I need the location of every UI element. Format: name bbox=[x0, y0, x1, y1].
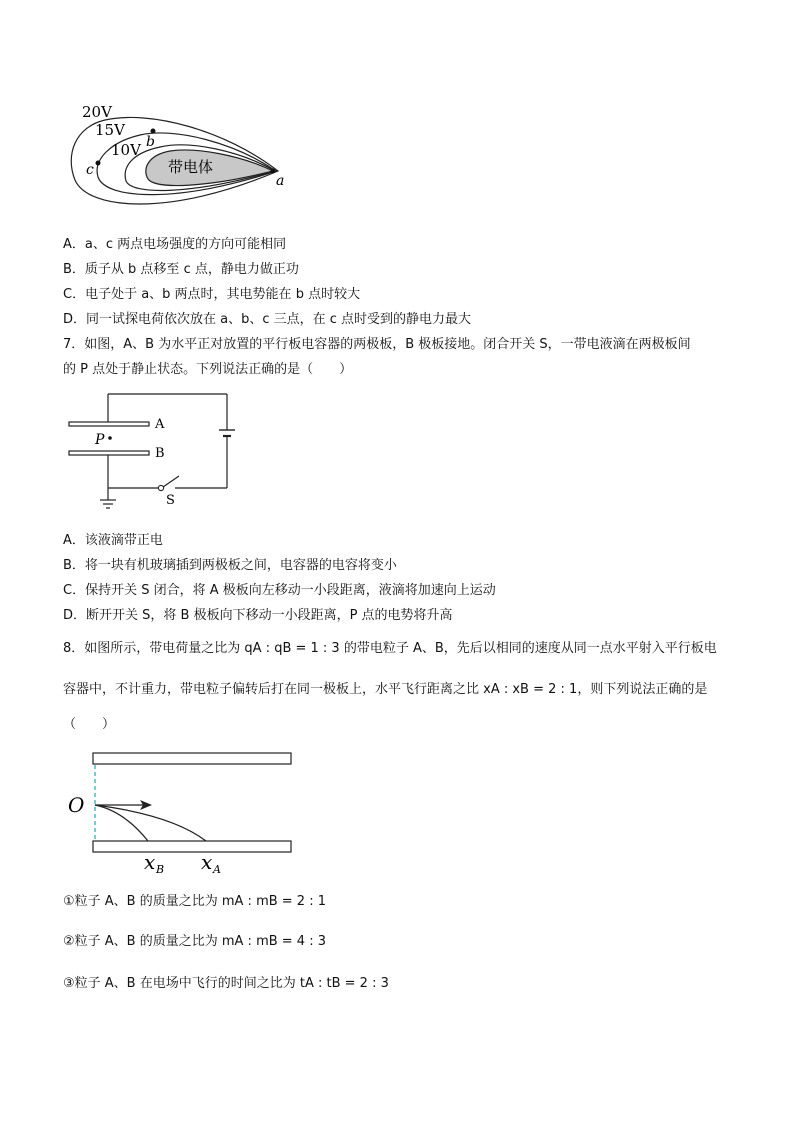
label-xb-sub: B bbox=[156, 863, 165, 876]
label-switch-s: S bbox=[166, 493, 175, 508]
label-charged-body: 带电体 bbox=[168, 158, 214, 176]
label-plate-a: A bbox=[155, 417, 165, 432]
q7-option-b: B．将一块有机玻璃插到两极板之间，电容器的电容将变小 bbox=[63, 558, 397, 573]
plate-b bbox=[69, 451, 149, 455]
q8-stem-line3: （ ） bbox=[63, 717, 116, 732]
upper-plate bbox=[93, 753, 291, 764]
switch-lever bbox=[163, 476, 179, 487]
q7-option-a: A．该液滴带正电 bbox=[63, 533, 163, 548]
q8-stem-line2: 容器中，不计重力，带电粒子偏转后打在同一极板上，水平飞行距离之比 xA : xB = 2 : 1，则下列说法正确的是 bbox=[63, 682, 708, 697]
q7-option-c: C．保持开关 S 闭合，将 A 极板向左移动一小段距离，液滴将加速向上运动 bbox=[63, 583, 496, 598]
trajectory-b bbox=[95, 805, 148, 841]
point-p bbox=[108, 436, 112, 440]
q7-stem-line2: 的 P 点处于静止状态。下列说法正确的是（ ） bbox=[63, 362, 353, 377]
label-xa: x bbox=[201, 850, 213, 874]
label-15v: 15V bbox=[95, 121, 125, 139]
q8-statement-1: ①粒子 A、B 的质量之比为 mA : mB = 2 : 1 bbox=[63, 894, 326, 909]
label-c: c bbox=[86, 162, 94, 178]
q7-stem-line1: 7．如图，A、B 为水平正对放置的平行板电容器的两极板，B 极板接地。闭合开关 S，一带电液滴在两极板间 bbox=[63, 337, 691, 352]
label-point-p: P bbox=[95, 432, 105, 448]
label-xa-sub: A bbox=[213, 863, 221, 876]
lower-plate bbox=[93, 841, 291, 852]
label-origin-o: O bbox=[68, 793, 85, 817]
point-b bbox=[151, 129, 156, 134]
label-20v: 20V bbox=[82, 103, 112, 121]
q6-option-b: B．质子从 b 点移至 c 点，静电力做正功 bbox=[63, 262, 299, 277]
equipotential-figure bbox=[60, 95, 300, 220]
plate-a bbox=[69, 422, 149, 426]
label-a: a bbox=[276, 173, 285, 189]
q8-stem-line1: 8．如图所示，带电荷量之比为 qA : qB = 1 : 3 的带电粒子 A、B，先后以相同的速度从同一点水平射入平行板电 bbox=[63, 641, 717, 656]
q6-option-d: D．同一试探电荷依次放在 a、b、c 三点，在 c 点时受到的静电力最大 bbox=[63, 312, 472, 327]
label-plate-b: B bbox=[155, 446, 165, 461]
switch-contact-left bbox=[158, 485, 163, 490]
capacitor-circuit-figure bbox=[62, 388, 242, 523]
q7-option-d: D．断开开关 S，将 B 极板向下移动一小段距离，P 点的电势将升高 bbox=[63, 608, 453, 623]
label-10v: 10V bbox=[111, 141, 141, 159]
label-b: b bbox=[146, 134, 155, 150]
q6-option-a: A．a、c 两点电场强度的方向可能相同 bbox=[63, 237, 287, 252]
point-c bbox=[96, 161, 101, 166]
q8-statement-2: ②粒子 A、B 的质量之比为 mA : mB = 4 : 3 bbox=[63, 934, 326, 949]
point-a bbox=[271, 169, 276, 174]
q6-option-c: C．电子处于 a、b 两点时，其电势能在 b 点时较大 bbox=[63, 287, 361, 302]
deflection-figure bbox=[62, 745, 302, 880]
label-xb: x bbox=[144, 850, 156, 874]
q8-statement-3: ③粒子 A、B 在电场中飞行的时间之比为 tA : tB = 2 : 3 bbox=[63, 976, 389, 991]
